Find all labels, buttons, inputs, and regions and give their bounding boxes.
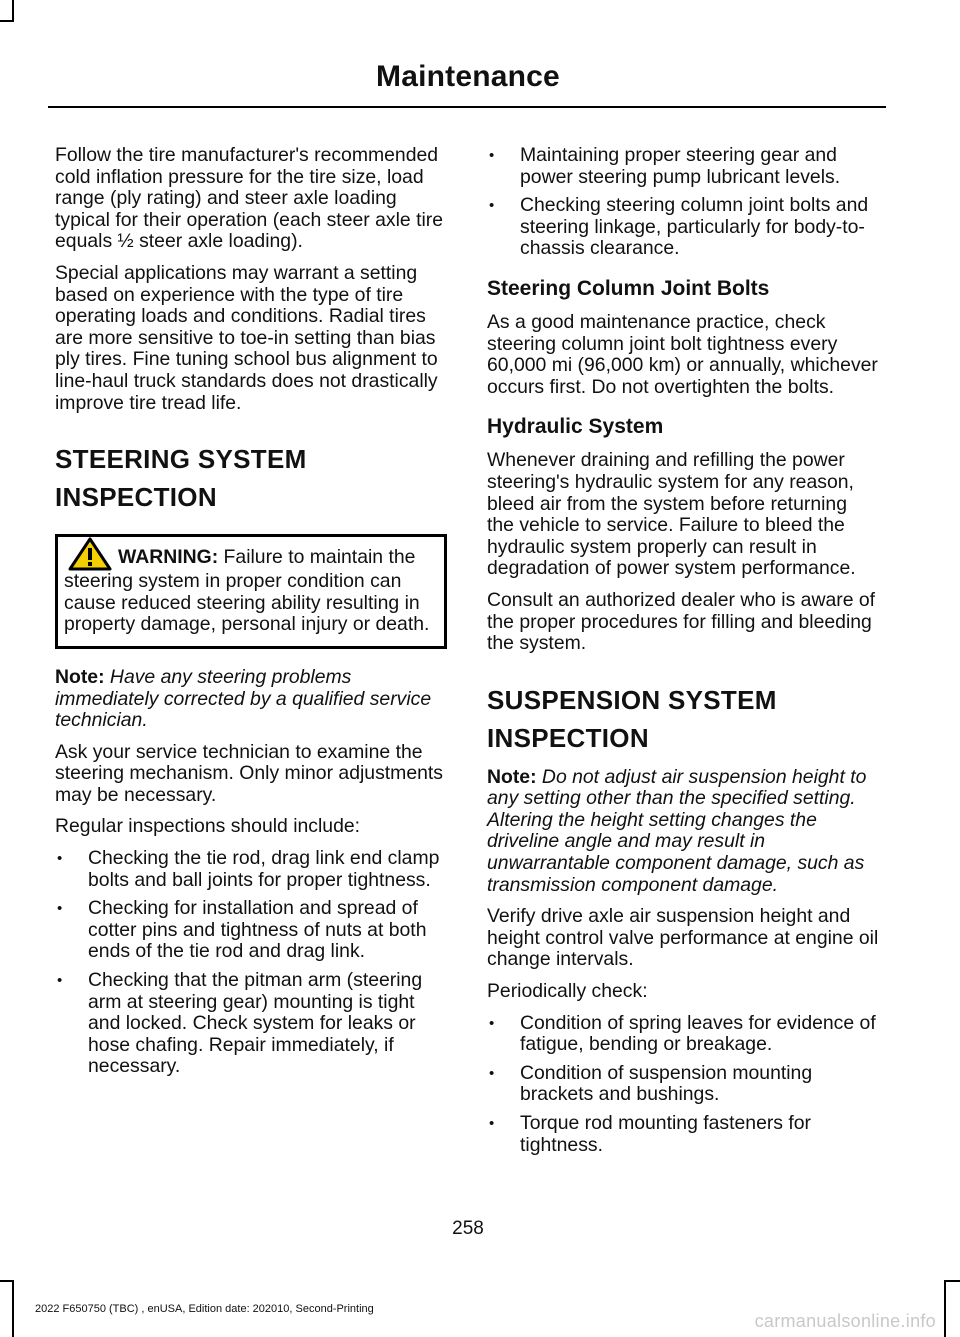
page-number: 258 (452, 1218, 484, 1239)
crop-mark (0, 20, 14, 22)
list-item: • Maintaining proper steering gear and power steering pump lubricant levels. (487, 145, 879, 188)
paragraph: Whenever draining and refilling the power steering's hydraulic system for any reason, bleed air from the system before returning the vehicle to service. Failure to bleed the hydraulic system properly can result in degradation of power system performance. (487, 449, 856, 580)
list-item: • Checking the tie rod, drag link end clamp bolts and ball joints for proper tightness. (55, 848, 447, 891)
warning-triangle-icon (68, 537, 112, 571)
crop-mark (944, 1280, 960, 1282)
paragraph: Verify drive axle air suspension height and height control valve performance at engine oil change intervals. (487, 905, 879, 971)
subsection-heading: Steering Column Joint Bolts (487, 276, 770, 300)
section-heading: STEERING SYSTEM INSPECTION (55, 444, 307, 513)
bullet-list (487, 145, 879, 260)
header-rule (48, 106, 886, 108)
paragraph: Ask your service technician to examine the steering mechanism. Only minor adjustments may be necessary. (55, 740, 443, 806)
crop-mark (12, 1280, 14, 1337)
warning-label: WARNING: (118, 546, 219, 569)
list-item: • Condition of spring leaves for evidence of fatigue, bending or breakage. (487, 1013, 879, 1056)
list-item: • Checking for installation and spread of cotter pins and tightness of nuts at both ends of the tie rod and drag link. (55, 898, 447, 963)
footer-edition: 2022 F650750 (TBC) , enUSA, Edition date: 202010, Second-Printing (35, 1303, 374, 1315)
paragraph: As a good maintenance practice, check steering column joint bolt tightness every 60,000 mi (96,000 km) or annually, whichever occurs first. Do not overtighten the bolts. (487, 310, 878, 398)
left-column (55, 145, 447, 1088)
crop-mark (944, 1280, 946, 1337)
list-item: • Torque rod mounting fasteners for tightness. (487, 1113, 879, 1156)
list-item: • Condition of suspension mounting brackets and bushings. (487, 1063, 879, 1106)
crop-mark (12, 0, 14, 22)
list-item: • Checking that the pitman arm (steering arm at steering gear) mounting is tight and locked. Check system for leaks or hose chafing. Repair immediately, if necessary. (55, 970, 447, 1078)
bullet-list (487, 1013, 879, 1157)
right-column (487, 145, 879, 1166)
note: Note: Do not adjust air suspension height to any setting other than the specified setting. Altering the height setting changes the driveline angle and may result in unwarrantable component damage, such as transmission component damage. (487, 765, 867, 896)
section-heading: SUSPENSION SYSTEM INSPECTION (487, 684, 777, 753)
paragraph: Consult an authorized dealer who is aware of the proper procedures for filling and bleeding the system. (487, 588, 876, 655)
paragraph: Periodically check: (487, 980, 648, 1003)
warning-box (55, 534, 447, 649)
paragraph: Regular inspections should include: (55, 815, 361, 838)
crop-mark (0, 1280, 14, 1282)
watermark[interactable]: carmanualsonline.info (754, 1311, 936, 1331)
page-title: Maintenance (376, 60, 560, 93)
paragraph: Follow the tire manufacturer's recommended cold inflation pressure for the tire size, load range (ply rating) and steer axle loading typical for their operation (each steer axle tire equals ½ steer axle loading). (55, 144, 444, 253)
paragraph: Special applications may warrant a setting based on experience with the type of tire operating loads and conditions. Radial tires are more sensitive to toe-in setting than bias ply tires. Fine tuning school bus alignment to line-haul truck standards does not drastically improve tire tread life. (55, 261, 438, 414)
note: Note: Have any steering problems immediately corrected by a qualified service technician. (55, 665, 432, 732)
bullet-list (55, 848, 447, 1078)
list-item: • Checking steering column joint bolts and steering linkage, particularly for body-to-chassis clearance. (487, 195, 879, 260)
subsection-heading: Hydraulic System (487, 415, 664, 439)
warning-text: Failure to maintain the steering system in proper condition can cause reduced steering ability resulting in property damage, personal injury or death. (64, 546, 430, 636)
